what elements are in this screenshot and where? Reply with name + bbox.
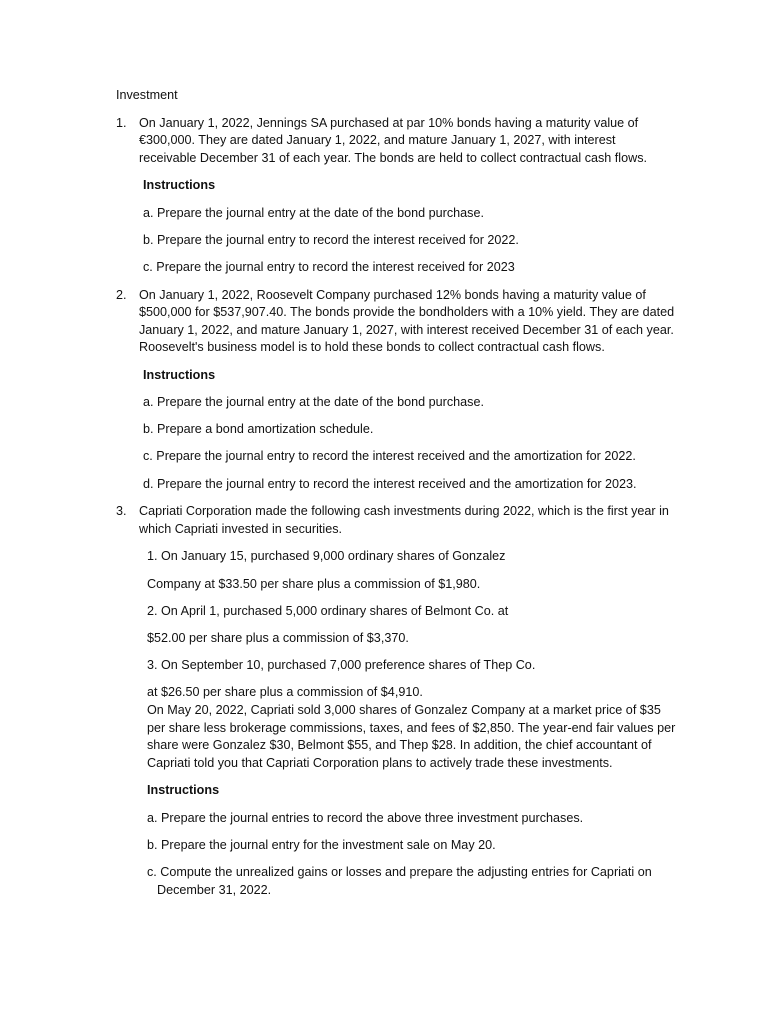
instruction-a: a. Prepare the journal entries to record the above three investment purchases. xyxy=(147,810,584,825)
instruction-b: b. Prepare a bond amortization schedule. xyxy=(143,422,374,437)
purchase-1-line-1: 1. On January 15, purchased 9,000 ordinary shares of Gonzalez xyxy=(147,549,506,564)
instruction-b: b. Prepare the journal entry for the investment sale on May 20. xyxy=(147,837,496,852)
question-text: On January 1, 2022, Jennings SA purchased at par 10% bonds having a maturity value of €300,000. They are dated January 1, 2022, and mature January 1, 2027, with interest receivable December 31 of each year. The bonds are held to collect contractual cash flows. xyxy=(139,115,647,165)
question-1 xyxy=(116,115,676,277)
purchase-2-line-1: 2. On April 1, purchased 5,000 ordinary shares of Belmont Co. at xyxy=(147,603,509,618)
instruction-c: c. Prepare the journal entry to record the interest received for 2023 xyxy=(143,259,515,274)
instructions-heading: Instructions xyxy=(143,367,216,382)
question-number: 3. xyxy=(116,504,127,519)
sale-paragraph: On May 20, 2022, Capriati sold 3,000 shares of Gonzalez Company at a market price of $35 per share less brokerage commissions, taxes, and fees of $2,850. The year-end fair values per share were Gonzalez $30, Belmont $55, and Thep $28. In addition, the chief accountant of Capriati told you that Capriati Corporation plans to actively trade these investments. xyxy=(147,702,676,770)
document-title: Investment xyxy=(116,88,178,102)
instruction-c-line-2: December 31, 2022. xyxy=(157,882,272,897)
purchase-3-line-1: 3. On September 10, purchased 7,000 preference shares of Thep Co. xyxy=(147,658,536,673)
purchase-1-line-2: Company at $33.50 per share plus a commission of $1,980. xyxy=(147,576,481,591)
instruction-d: d. Prepare the journal entry to record the interest received and the amortization for 2023. xyxy=(143,476,637,491)
instruction-a: a. Prepare the journal entry at the date of the bond purchase. xyxy=(143,205,484,220)
instruction-a: a. Prepare the journal entry at the date of the bond purchase. xyxy=(143,395,484,410)
instructions-heading: Instructions xyxy=(143,178,216,193)
question-3 xyxy=(116,503,676,899)
question-number: 2. xyxy=(116,287,127,302)
instruction-c: c. Prepare the journal entry to record the interest received and the amortization for 2022. xyxy=(143,449,636,464)
instructions-heading: Instructions xyxy=(147,783,220,798)
purchase-2-line-2: $52.00 per share plus a commission of $3,370. xyxy=(147,631,409,645)
question-2 xyxy=(116,287,676,494)
question-text: Capriati Corporation made the following cash investments during 2022, which is the first year in which Capriati invested in securities. xyxy=(139,504,669,536)
instruction-c xyxy=(139,864,676,899)
instruction-c-line-1: c. Compute the unrealized gains or losses and prepare the adjusting entries for Capriati on xyxy=(147,864,652,879)
question-text: On January 1, 2022, Roosevelt Company purchased 12% bonds having a maturity value of $500,000 for $537,907.40. The bonds provide the bondholders with a 10% yield. They are dated January 1, 2022, and mature January 1, 2027, with interest received December 31 of each year. Roosevelt's business model is to hold these bonds to collect contractual cash flows. xyxy=(139,287,675,355)
document-page xyxy=(116,87,676,899)
instruction-b: b. Prepare the journal entry to record the interest received for 2022. xyxy=(143,232,519,247)
question-number: 1. xyxy=(116,115,127,130)
purchase-3-line-2: at $26.50 per share plus a commission of $4,910. xyxy=(147,685,423,700)
